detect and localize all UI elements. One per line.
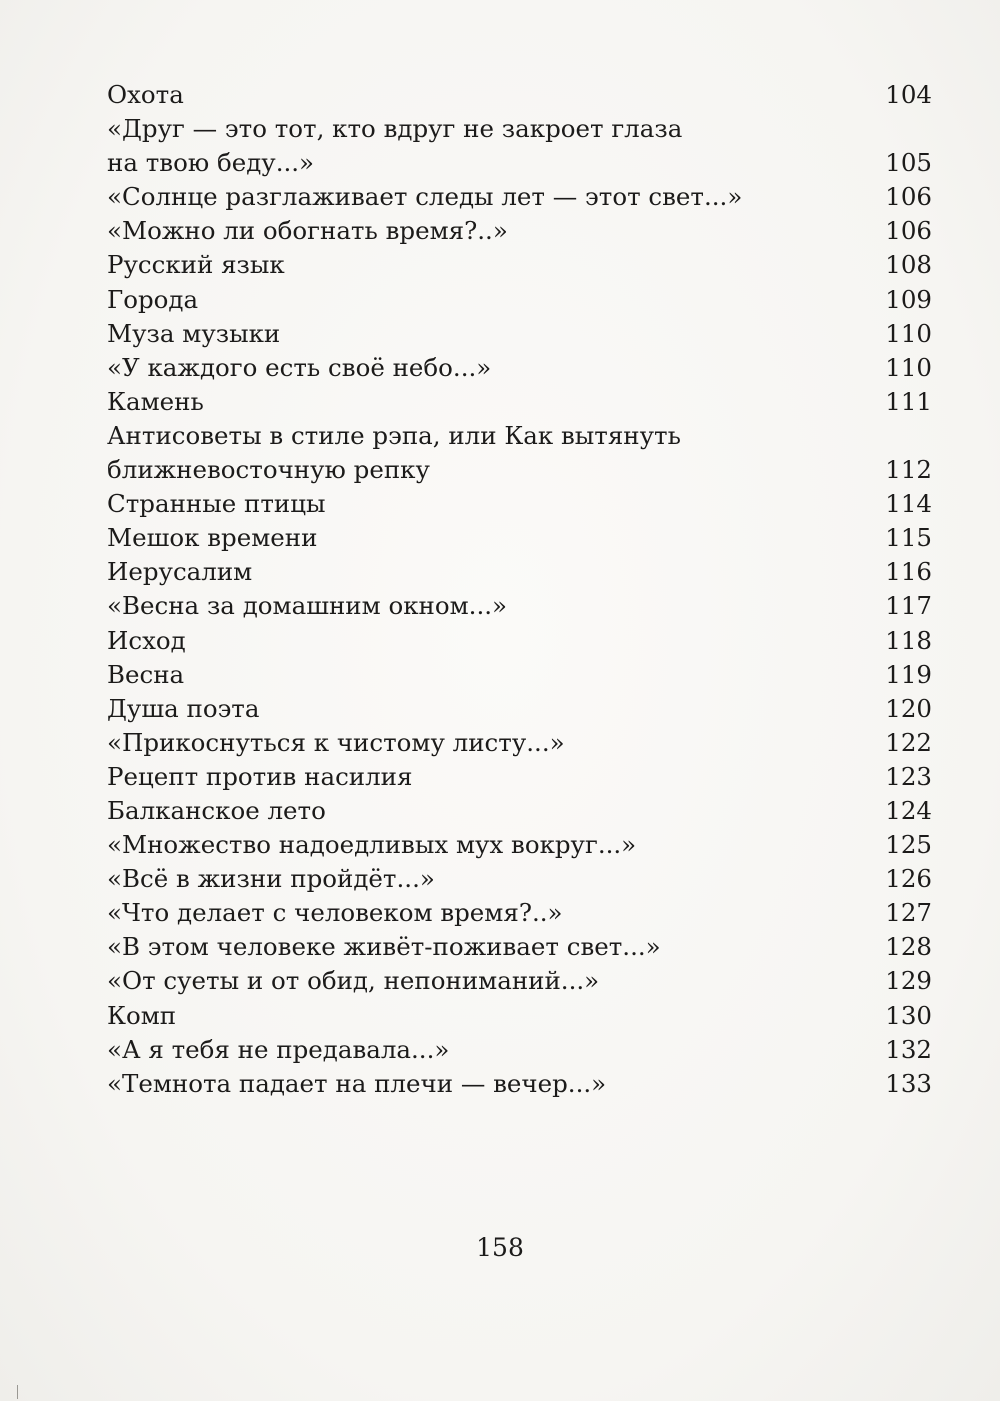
toc-entry-page: 118: [885, 625, 932, 655]
toc-entry-title: Комп: [107, 1000, 177, 1030]
toc-entry-title: Душа поэта: [107, 693, 260, 723]
toc-entry-title: Русский язык: [107, 250, 285, 280]
toc-entry-title: «От суеты и от обид, непониманий...»: [107, 966, 600, 996]
toc-entry: [107, 760, 932, 794]
toc-entry-page: 110: [885, 318, 932, 348]
toc-entry-title: Города: [107, 284, 199, 314]
toc-entry: [107, 1033, 932, 1067]
toc-entry-title: Охота: [107, 80, 184, 109]
toc-entry-page: 106: [885, 182, 932, 212]
toc-entry-page: 133: [885, 1068, 932, 1098]
toc-entry-page: 127: [885, 898, 932, 928]
toc-entry: [107, 112, 932, 180]
toc-entry: [107, 930, 932, 964]
toc-entry: [107, 726, 932, 760]
toc-entry-title: «Можно ли обогнать время?..»: [107, 216, 508, 246]
toc-entry-title: Исход: [107, 625, 186, 655]
toc-entry: [107, 351, 932, 385]
toc-entry: [107, 385, 932, 419]
toc-entry-title: Рецепт против насилия: [107, 761, 413, 791]
paper-speck: [17, 1385, 18, 1399]
toc-entry: [107, 283, 932, 317]
toc-entry: [107, 487, 932, 521]
toc-entry: [107, 78, 932, 112]
toc-entry-title: «Темнота падает на плечи — вечер...»: [107, 1068, 607, 1098]
toc-entry-page: 105: [885, 148, 932, 178]
toc-entry-title: «Прикоснуться к чистому листу...»: [107, 727, 565, 757]
toc-entry: [107, 828, 932, 862]
toc-entry: [107, 624, 932, 658]
toc-entry-page: 125: [885, 830, 932, 860]
toc-entry-page: 126: [885, 864, 932, 894]
toc-entry-title: «В этом человеке живёт-поживает свет...»: [107, 932, 661, 962]
toc-entry-title: «Всё в жизни пройдёт...»: [107, 864, 435, 894]
page-number: 158: [476, 1233, 524, 1262]
toc-entry: [107, 999, 932, 1033]
toc-entry-page: 124: [885, 795, 932, 825]
toc-entry-title: Странные птицы: [107, 489, 326, 519]
toc-entry: [107, 658, 932, 692]
toc-entry-page: 104: [885, 80, 932, 109]
toc-entry-title-line: Антисоветы в стиле рэпа, или Как вытянуть: [107, 420, 681, 450]
toc-entry-title: Муза музыки: [107, 318, 281, 348]
toc-entry-title: Весна: [107, 659, 185, 689]
toc-entry: [107, 180, 932, 214]
toc-entry: [107, 214, 932, 248]
toc-entry: [107, 521, 932, 555]
toc-entry: [107, 896, 932, 930]
toc-entry-page: 128: [885, 932, 932, 962]
toc-entry-page: 116: [885, 557, 932, 587]
toc-entry-title: «Что делает с человеком время?..»: [107, 898, 563, 928]
toc-entry: [107, 589, 932, 623]
toc-entry-title: «А я тебя не предавала...»: [107, 1034, 450, 1064]
toc-entry-title: «Солнце разглаживает следы лет — этот свет...»: [107, 182, 743, 212]
toc-entry: [107, 555, 932, 589]
toc-entry-title: «Множество надоедливых мух вокруг...»: [107, 830, 637, 860]
toc-entry-page: 110: [885, 352, 932, 382]
toc-entry-page: 122: [885, 727, 932, 757]
toc-entry-page: 112: [885, 455, 932, 485]
toc-entry: [107, 692, 932, 726]
toc-entry-title-line: «Друг — это тот, кто вдруг не закроет глаза: [107, 114, 683, 144]
toc-entry-title: на твою беду...»: [107, 148, 315, 178]
toc-entry-title: ближневосточную репку: [107, 455, 430, 485]
toc-entry: [107, 248, 932, 282]
toc-entry-title: «Весна за домашним окном...»: [107, 591, 508, 621]
toc-entry-title: Балканское лето: [107, 795, 326, 825]
toc-entry-page: 108: [885, 250, 932, 280]
toc-entry-title: Мешок времени: [107, 523, 318, 553]
toc-entry-page: 117: [885, 591, 932, 621]
toc-entry-page: 106: [885, 216, 932, 246]
toc-entry-page: 119: [885, 659, 932, 689]
toc-entry-page: 114: [885, 489, 932, 519]
toc-entry-page: 120: [885, 693, 932, 723]
table-of-contents: [107, 78, 932, 1101]
toc-entry-title: Камень: [107, 386, 204, 416]
toc-entry-page: 109: [885, 284, 932, 314]
toc-entry: [107, 794, 932, 828]
toc-entry-page: 123: [885, 761, 932, 791]
toc-entry-title: Иерусалим: [107, 557, 253, 587]
toc-entry: [107, 317, 932, 351]
toc-entry-page: 132: [885, 1034, 932, 1064]
toc-entry: [107, 1067, 932, 1101]
toc-entry: [107, 964, 932, 998]
toc-entry: [107, 419, 932, 487]
toc-entry-page: 111: [885, 386, 932, 416]
toc-entry-page: 129: [885, 966, 932, 996]
toc-entry-title: «У каждого есть своё небо...»: [107, 352, 492, 382]
toc-entry: [107, 862, 932, 896]
toc-entry-page: 130: [885, 1000, 932, 1030]
toc-entry-page: 115: [885, 523, 932, 553]
